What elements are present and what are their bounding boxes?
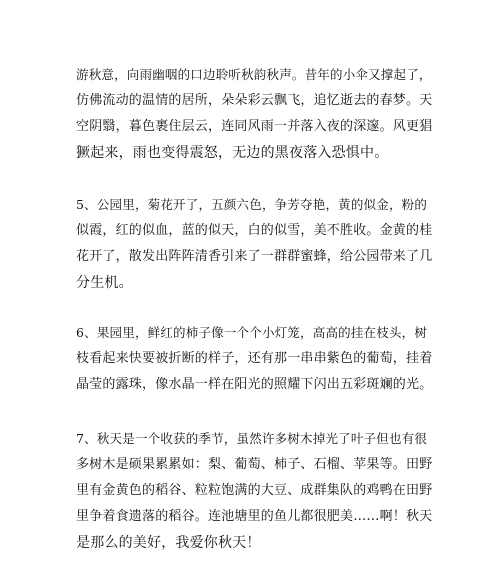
text-line: 是那么的美好，我爱你秋天！ bbox=[76, 535, 261, 551]
text-line: 枝看起来快要被折断的样子，还有那一串串紫色的葡萄，挂着 bbox=[76, 351, 433, 366]
text-line: 7、秋天是一个收获的季节，虽然许多树木掉光了叶子但也有很 bbox=[76, 431, 428, 446]
text-line: 似霞，红的似血，蓝的似天，白的似雪，美不胜收。金黄的桂 bbox=[76, 223, 433, 238]
text-line: 里有金黄色的稻谷、粒粒饱满的大豆、成群集队的鸡鸭在田野 bbox=[76, 483, 433, 498]
text-line: 里争着食遗落的稻谷。连池塘里的鱼儿都很肥美……啊！秋天 bbox=[76, 509, 433, 524]
text-line: 多树木是硕果累累如：梨、葡萄、柿子、石榴、苹果等。田野 bbox=[76, 457, 433, 472]
text-line: 晶莹的露珠，像水晶一样在阳光的照耀下闪出五彩斑斓的光。 bbox=[76, 377, 433, 392]
text-line: 游秋意，向雨幽咽的口边聆听秋韵秋声。昔年的小伞又撑起了， bbox=[76, 67, 432, 82]
text-line: 仿佛流动的温情的居所，朵朵彩云飘飞，追忆逝去的春梦。天 bbox=[76, 93, 433, 108]
text-line: 分生机。 bbox=[76, 275, 133, 291]
text-line: 花开了，散发出阵阵清香引来了一群群蜜蜂，给公园带来了几 bbox=[76, 249, 433, 264]
text-line: 6、果园里，鲜红的柿子像一个个小灯笼，高高的挂在枝头，树 bbox=[76, 325, 428, 340]
text-line: 獗起来，雨也变得震怒，无边的黑夜落入恐惧中。 bbox=[76, 145, 389, 161]
paragraph-autumn-rain bbox=[76, 62, 436, 166]
paragraph-item-5-park bbox=[76, 192, 436, 296]
text-line: 5、公园里，菊花开了，五颜六色，争芳夺艳，黄的似金，粉的 bbox=[76, 197, 428, 212]
paragraph-item-6-orchard bbox=[76, 320, 436, 398]
text-line: 空阴翳，暮色裹住层云，连同风雨一并落入夜的深邃。风更猖 bbox=[76, 119, 433, 134]
paragraph-item-7-harvest bbox=[76, 426, 436, 556]
